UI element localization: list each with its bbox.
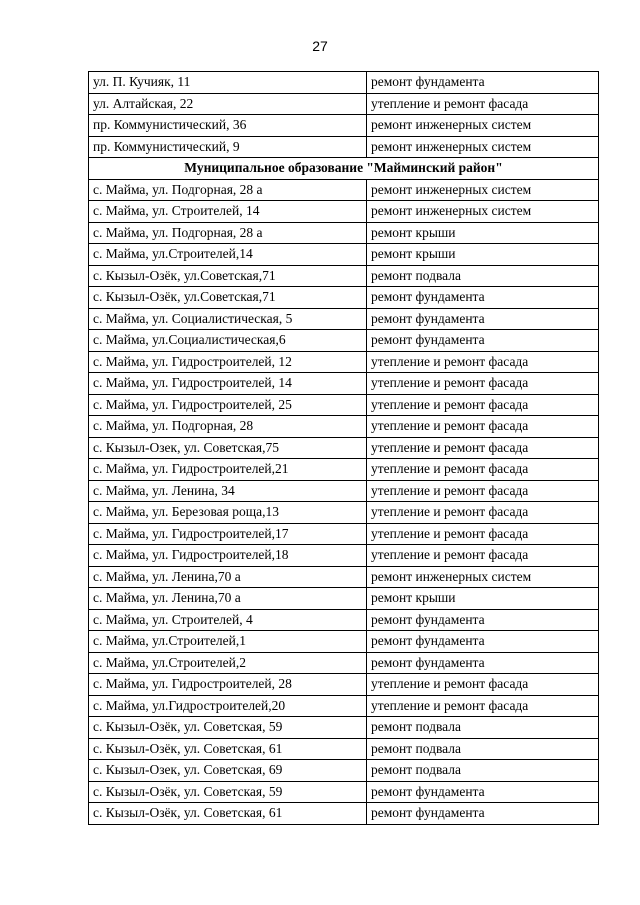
page-number: 27	[312, 38, 328, 54]
address-cell: с. Майма, ул.Социалистическая,6	[89, 330, 367, 352]
table-row	[89, 674, 599, 696]
work-type-cell: ремонт фундамента	[367, 652, 599, 674]
table-row	[89, 717, 599, 739]
table-row	[89, 330, 599, 352]
work-type-cell: ремонт инженерных систем	[367, 115, 599, 137]
work-type-cell: утепление и ремонт фасада	[367, 480, 599, 502]
table-row	[89, 351, 599, 373]
work-type-cell: утепление и ремонт фасада	[367, 695, 599, 717]
work-type-cell: утепление и ремонт фасада	[367, 437, 599, 459]
address-cell: с. Майма, ул.Гидростроителей,20	[89, 695, 367, 717]
table-row	[89, 738, 599, 760]
address-cell: с. Майма, ул. Гидростроителей,17	[89, 523, 367, 545]
table-row	[89, 115, 599, 137]
address-cell: с. Кызыл-Озёк, ул.Советская,71	[89, 287, 367, 309]
section-header-row	[89, 158, 599, 180]
work-type-cell: ремонт фундамента	[367, 803, 599, 825]
work-type-cell: утепление и ремонт фасада	[367, 674, 599, 696]
address-cell: ул. Алтайская, 22	[89, 93, 367, 115]
address-cell: с. Майма, ул. Строителей, 14	[89, 201, 367, 223]
work-type-cell: утепление и ремонт фасада	[367, 351, 599, 373]
address-cell: с. Кызыл-Озек, ул. Советская, 69	[89, 760, 367, 782]
table-row	[89, 437, 599, 459]
table-row	[89, 244, 599, 266]
address-cell: с. Майма, ул.Строителей,14	[89, 244, 367, 266]
table-row	[89, 566, 599, 588]
work-type-cell: ремонт подвала	[367, 265, 599, 287]
table-row	[89, 480, 599, 502]
work-type-cell: утепление и ремонт фасада	[367, 523, 599, 545]
address-cell: с. Майма, ул. Гидростроителей, 28	[89, 674, 367, 696]
table-row	[89, 222, 599, 244]
address-cell: с. Кызыл-Озёк, ул.Советская,71	[89, 265, 367, 287]
table-row	[89, 760, 599, 782]
work-type-cell: ремонт фундамента	[367, 308, 599, 330]
work-type-cell: ремонт инженерных систем	[367, 179, 599, 201]
address-cell: с. Майма, ул. Березовая роща,13	[89, 502, 367, 524]
table-row	[89, 695, 599, 717]
address-cell: с. Майма, ул. Гидростроителей,21	[89, 459, 367, 481]
address-cell: с. Майма, ул. Строителей, 4	[89, 609, 367, 631]
table-row	[89, 631, 599, 653]
table-row	[89, 373, 599, 395]
work-type-cell: ремонт фундамента	[367, 631, 599, 653]
address-cell: с. Кызыл-Озек, ул. Советская,75	[89, 437, 367, 459]
address-cell: с. Майма, ул. Подгорная, 28	[89, 416, 367, 438]
work-type-cell: ремонт крыши	[367, 588, 599, 610]
work-type-cell: ремонт подвала	[367, 760, 599, 782]
table-row	[89, 416, 599, 438]
work-type-cell: ремонт фундамента	[367, 287, 599, 309]
table-row	[89, 201, 599, 223]
work-type-cell: ремонт фундамента	[367, 330, 599, 352]
table-row	[89, 308, 599, 330]
address-cell: с. Майма, ул. Гидростроителей,18	[89, 545, 367, 567]
address-cell: пр. Коммунистический, 9	[89, 136, 367, 158]
table-row	[89, 287, 599, 309]
table-row	[89, 609, 599, 631]
work-type-cell: ремонт фундамента	[367, 609, 599, 631]
address-cell: с. Майма, ул. Ленина, 34	[89, 480, 367, 502]
works-table	[88, 71, 599, 825]
work-type-cell: ремонт подвала	[367, 738, 599, 760]
address-cell: с. Кызыл-Озёк, ул. Советская, 61	[89, 738, 367, 760]
address-cell: с. Кызыл-Озёк, ул. Советская, 61	[89, 803, 367, 825]
address-cell: с. Майма, ул. Подгорная, 28 а	[89, 222, 367, 244]
table-row	[89, 179, 599, 201]
work-type-cell: утепление и ремонт фасада	[367, 545, 599, 567]
work-type-cell: ремонт фундамента	[367, 72, 599, 94]
address-cell: с. Майма, ул.Строителей,1	[89, 631, 367, 653]
work-type-cell: ремонт крыши	[367, 222, 599, 244]
table-row	[89, 394, 599, 416]
address-cell: с. Майма, ул. Гидростроителей, 25	[89, 394, 367, 416]
table-row	[89, 588, 599, 610]
work-type-cell: утепление и ремонт фасада	[367, 394, 599, 416]
table-row	[89, 781, 599, 803]
address-cell: с. Майма, ул. Социалистическая, 5	[89, 308, 367, 330]
work-type-cell: ремонт крыши	[367, 244, 599, 266]
address-cell: ул. П. Кучияк, 11	[89, 72, 367, 94]
work-type-cell: ремонт подвала	[367, 717, 599, 739]
work-type-cell: утепление и ремонт фасада	[367, 373, 599, 395]
table-row	[89, 93, 599, 115]
table-row	[89, 803, 599, 825]
address-cell: с. Майма, ул. Ленина,70 а	[89, 566, 367, 588]
address-cell: с. Майма, ул. Гидростроителей, 12	[89, 351, 367, 373]
work-type-cell: утепление и ремонт фасада	[367, 416, 599, 438]
work-type-cell: ремонт инженерных систем	[367, 136, 599, 158]
table-row	[89, 459, 599, 481]
table-row	[89, 523, 599, 545]
table-row	[89, 502, 599, 524]
table-row	[89, 72, 599, 94]
address-cell: с. Кызыл-Озёк, ул. Советская, 59	[89, 717, 367, 739]
table-row	[89, 136, 599, 158]
work-type-cell: ремонт инженерных систем	[367, 566, 599, 588]
address-cell: с. Майма, ул. Подгорная, 28 а	[89, 179, 367, 201]
table-row	[89, 545, 599, 567]
address-cell: с. Майма, ул.Строителей,2	[89, 652, 367, 674]
work-type-cell: утепление и ремонт фасада	[367, 459, 599, 481]
table-row	[89, 652, 599, 674]
work-type-cell: ремонт фундамента	[367, 781, 599, 803]
address-cell: с. Майма, ул. Ленина,70 а	[89, 588, 367, 610]
address-cell: пр. Коммунистический, 36	[89, 115, 367, 137]
work-type-cell: утепление и ремонт фасада	[367, 502, 599, 524]
works-table-body	[89, 72, 599, 825]
address-cell: с. Майма, ул. Гидростроителей, 14	[89, 373, 367, 395]
section-title: Муниципальное образование "Майминский район"	[89, 158, 599, 180]
address-cell: с. Кызыл-Озёк, ул. Советская, 59	[89, 781, 367, 803]
table-row	[89, 265, 599, 287]
work-type-cell: утепление и ремонт фасада	[367, 93, 599, 115]
work-type-cell: ремонт инженерных систем	[367, 201, 599, 223]
